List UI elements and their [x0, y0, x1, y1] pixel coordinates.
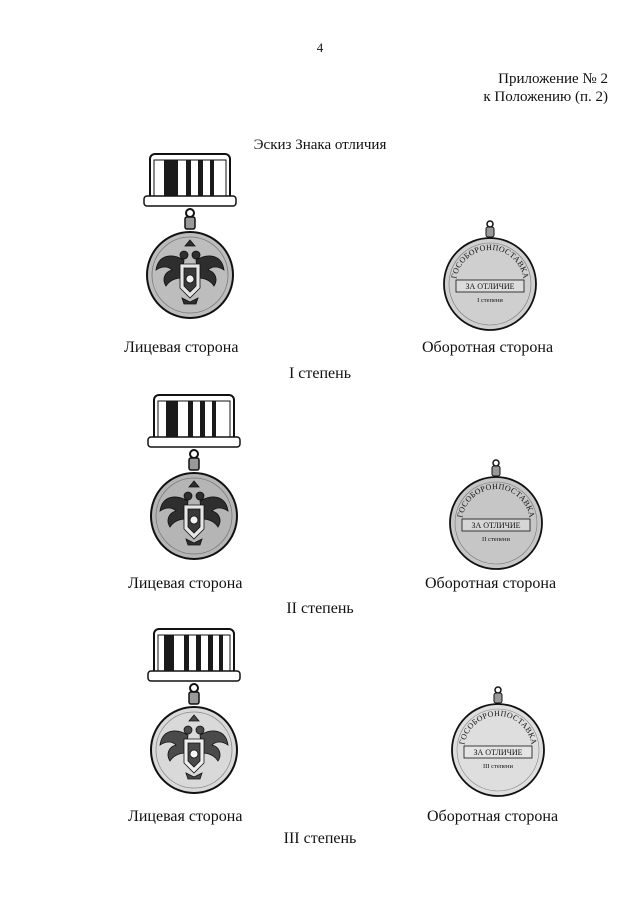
degree-label: III степень — [283, 830, 357, 847]
medal-face-degree-2 — [144, 393, 244, 573]
medal-reverse-degree-3 — [448, 684, 548, 794]
reverse-caption: Оборотная сторона — [425, 575, 557, 592]
degree-label: II степень — [286, 600, 354, 617]
reverse-caption: Оборотная сторона — [422, 339, 554, 356]
reverse-motto: ЗА ОТЛИЧИЕ — [471, 521, 521, 530]
medal-face-degree-3 — [144, 627, 244, 807]
face-caption: Лицевая сторона — [128, 575, 243, 592]
reverse-motto: ЗА ОТЛИЧИЕ — [473, 748, 523, 757]
reverse-arc-text: ГОСОБОРОНПОСТАВКА — [455, 481, 537, 519]
face-caption: Лицевая сторона — [128, 808, 243, 825]
page-number: 4 — [316, 40, 324, 55]
reverse-motto: ЗА ОТЛИЧИЕ — [465, 282, 515, 291]
reverse-caption: Оборотная сторона — [427, 808, 559, 825]
appendix-reference — [483, 70, 608, 106]
medal-face-degree-1 — [140, 152, 240, 332]
sketch-title: Эскиз Знака отличия — [253, 137, 387, 153]
reverse-degree-text: III степени — [482, 763, 514, 770]
reverse-arc-text: ГОСОБОРОНПОСТАВКА — [457, 708, 539, 746]
reverse-degree-text: II степени — [482, 536, 510, 543]
degree-label: I степень — [288, 365, 352, 382]
medal-reverse-degree-1 — [440, 218, 540, 328]
appendix-line-2: к Положению (п. 2) — [483, 89, 608, 105]
medal-reverse-degree-2 — [446, 457, 546, 567]
reverse-degree-text: I степени — [477, 297, 503, 304]
reverse-arc-text: ГОСОБОРОНПОСТАВКА — [449, 242, 531, 280]
appendix-line-1: Приложение № 2 — [498, 71, 608, 87]
face-caption: Лицевая сторона — [124, 339, 239, 356]
